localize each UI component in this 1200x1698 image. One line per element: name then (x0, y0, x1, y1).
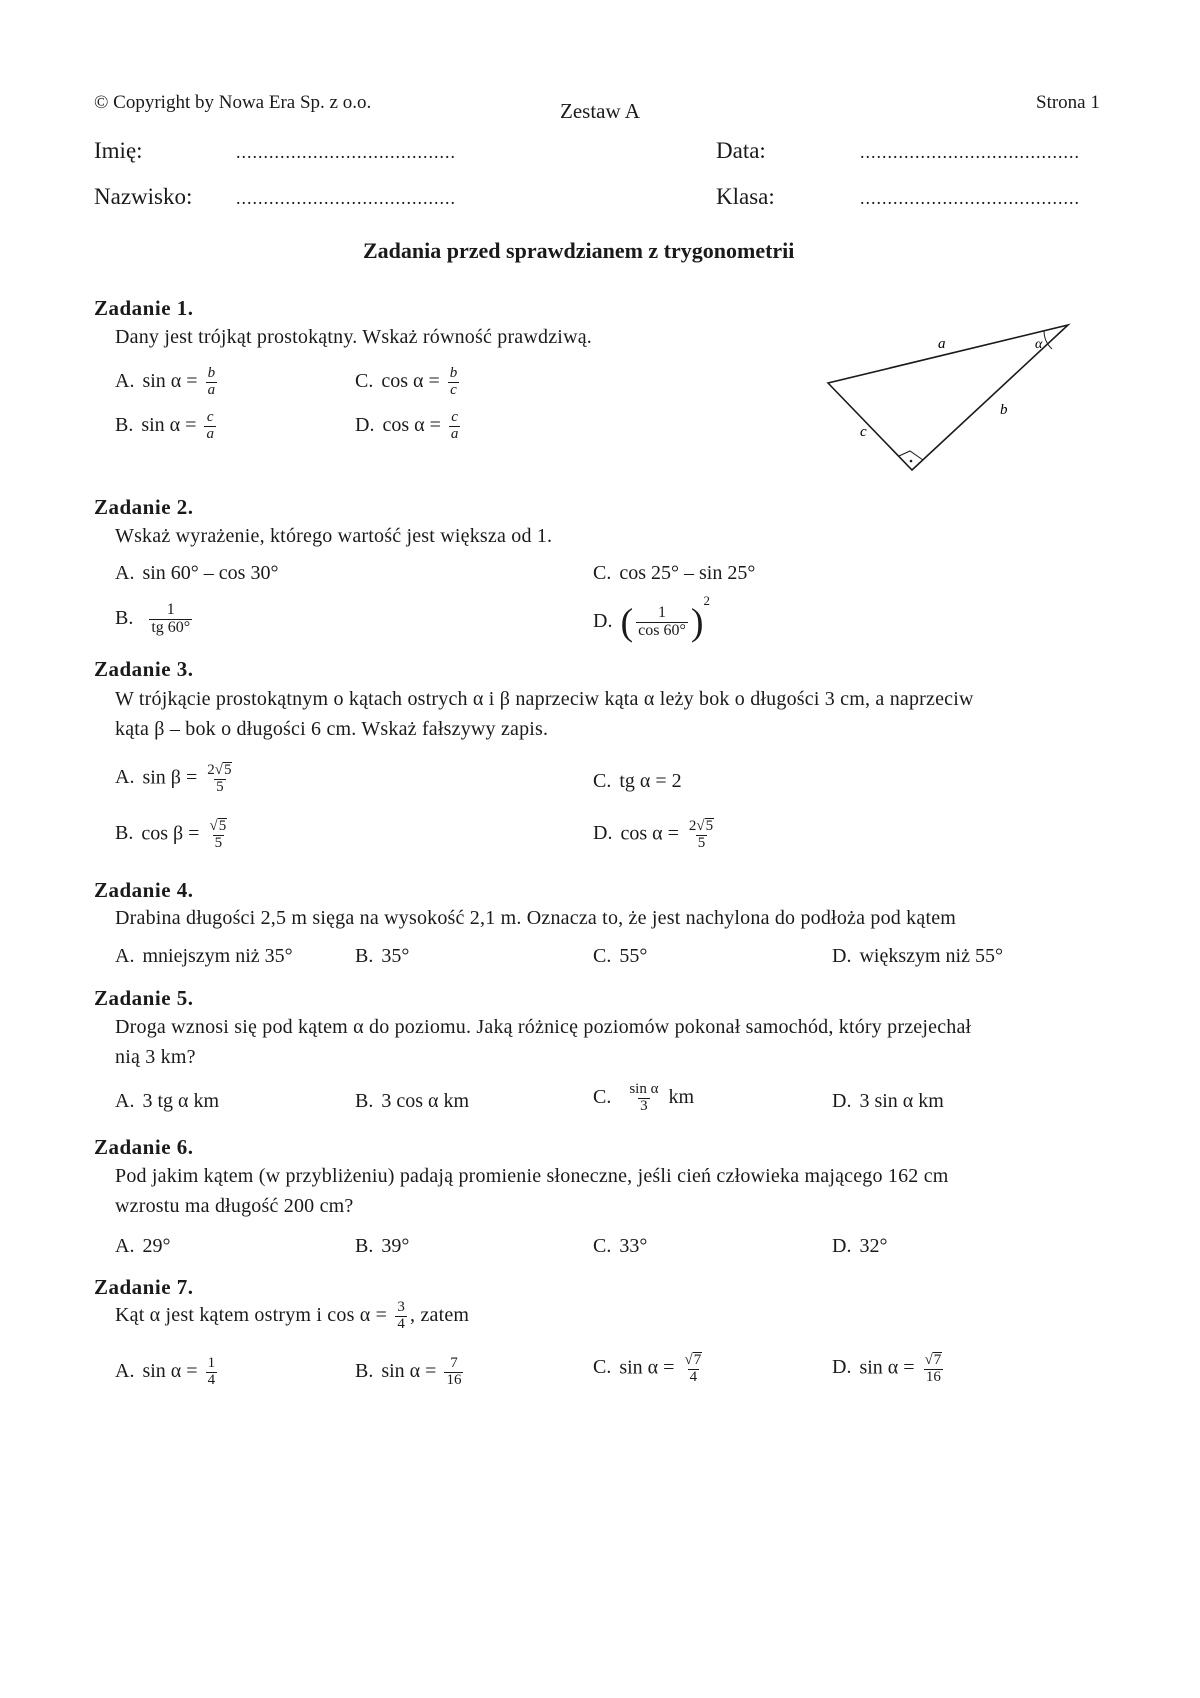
task-3-option-a[interactable]: A. sin β = 2 √ 5 5 (115, 762, 232, 795)
right-angle-dot (910, 460, 913, 463)
last-name-label: Nazwisko: (94, 184, 193, 209)
page-title: Zadania przed sprawdzianem z trygonometrii (363, 238, 795, 263)
set-label: Zestaw A (560, 99, 640, 123)
side-a-label: a (938, 336, 946, 352)
task-6-heading: Zadanie 6. (94, 1135, 194, 1159)
task-7-option-d[interactable]: D. sin α = √ 7 16 (832, 1352, 942, 1385)
task-5-text-line2: nią 3 km? (115, 1046, 196, 1068)
date-label: Data: (716, 138, 766, 163)
side-b-label: b (1000, 402, 1008, 418)
task-5-heading: Zadanie 5. (94, 986, 194, 1010)
task-4-option-d[interactable]: D. większym niż 55° (832, 945, 1003, 967)
right-angle-mark (899, 451, 923, 460)
task-4-heading: Zadanie 4. (94, 878, 194, 902)
side-c-label: c (860, 424, 867, 440)
task-7-option-b[interactable]: B. sin α = $\frac{7}{16}$ (355, 1355, 462, 1388)
task-6-text-line1: Pod jakim kątem (w przybliżeniu) padają promienie słoneczne, jeśli cień człowieka mającego 162 cm (115, 1165, 949, 1187)
task-5-text-line1: Droga wznosi się pod kątem α do poziomu. Jaką różnicę poziomów pokonał samochód, który przejechał (115, 1016, 972, 1038)
task-1-option-b[interactable]: B. sin α = $\frac{c}{a}$ (115, 409, 214, 442)
task-6-text-line2: wzrostu ma długość 200 cm? (115, 1195, 354, 1217)
task-5-option-d[interactable]: D. 3 sin α km (832, 1090, 944, 1112)
task-1-heading: Zadanie 1. (94, 296, 194, 320)
task-2-option-c[interactable]: C. cos 25° – sin 25° (593, 562, 756, 584)
page-number: Strona 1 (1036, 92, 1100, 113)
class-field[interactable]: ........................................ (860, 188, 1080, 208)
task-2-option-b[interactable]: B. $\frac{1}{tg 60^\circ}$ (115, 601, 191, 636)
task-6-option-c[interactable]: C. 33° (593, 1235, 648, 1257)
task-3-text-line1: W trójkącie prostokątnym o kątach ostrych α i β naprzeciw kąta α leży bok o długości 3 cm, a naprzeciw (115, 688, 974, 710)
task-4-option-c[interactable]: C. 55° (593, 945, 648, 967)
task-7-text: Kąt α jest kątem ostrym i cos α = $\frac{3}{4}$ , zatem (115, 1299, 470, 1332)
task-3-option-d[interactable]: D. cos α = 2 √ 5 5 (593, 818, 714, 851)
task-1-text: Dany jest trójkąt prostokątny. Wskaż równość prawdziwą. (115, 326, 592, 348)
task-3-text-line2: kąta β – bok o długości 6 cm. Wskaż fałszywy zapis. (115, 718, 549, 740)
task-5-option-c[interactable]: C. $\frac{\text{sin α}}{3}$ km (593, 1081, 695, 1114)
task-2-option-d[interactable]: D. ( $\frac{1}{\cos 60^\circ}$ )$^2$ (593, 593, 710, 644)
task-3-option-c[interactable]: C. tg α = 2 (593, 770, 682, 792)
task-7-option-a[interactable]: A. sin α = $\frac{1}{4}$ (115, 1355, 216, 1388)
task-6-option-b[interactable]: B. 39° (355, 1235, 410, 1257)
task-3-heading: Zadanie 3. (94, 657, 194, 681)
task-1-option-a[interactable]: A. sin α = $\frac{b}{a}$ (115, 365, 216, 398)
task-6-option-a[interactable]: A. 29° (115, 1235, 171, 1257)
task-4-option-b[interactable]: B. 35° (355, 945, 410, 967)
task-4-text: Drabina długości 2,5 m sięga na wysokość 2,1 m. Oznacza to, że jest nachylona do podłoża pod kątem (115, 907, 957, 929)
angle-alpha-label: α (1035, 337, 1043, 352)
task-7-option-c[interactable]: C. sin α = √ 7 4 (593, 1352, 702, 1385)
right-triangle-figure (820, 318, 1080, 478)
task-6-option-d[interactable]: D. 32° (832, 1235, 888, 1257)
task-3-option-b[interactable]: B. cos β = √ 5 5 (115, 818, 227, 851)
first-name-field[interactable]: ........................................ (236, 142, 456, 162)
last-name-field[interactable]: ........................................ (236, 188, 456, 208)
task-2-text: Wskaż wyrażenie, którego wartość jest większa od 1. (115, 525, 553, 547)
copyright-notice: © Copyright by Nowa Era Sp. z o.o. (94, 92, 372, 113)
first-name-label: Imię: (94, 138, 143, 163)
task-2-heading: Zadanie 2. (94, 495, 194, 519)
task-7-heading: Zadanie 7. (94, 1275, 194, 1299)
task-5-option-a[interactable]: A. 3 tg α km (115, 1090, 220, 1112)
task-2-option-a[interactable]: A. sin 60° – cos 30° (115, 562, 279, 584)
task-4-option-a[interactable]: A. mniejszym niż 35° (115, 945, 293, 967)
triangle-shape (828, 325, 1068, 470)
task-5-option-b[interactable]: B. 3 cos α km (355, 1090, 470, 1112)
class-label: Klasa: (716, 184, 775, 209)
date-field[interactable]: ........................................ (860, 142, 1080, 162)
task-1-option-d[interactable]: D. cos α = $\frac{c}{a}$ (355, 409, 459, 442)
task-1-option-c[interactable]: C. cos α = $\frac{b}{c}$ (355, 365, 458, 398)
